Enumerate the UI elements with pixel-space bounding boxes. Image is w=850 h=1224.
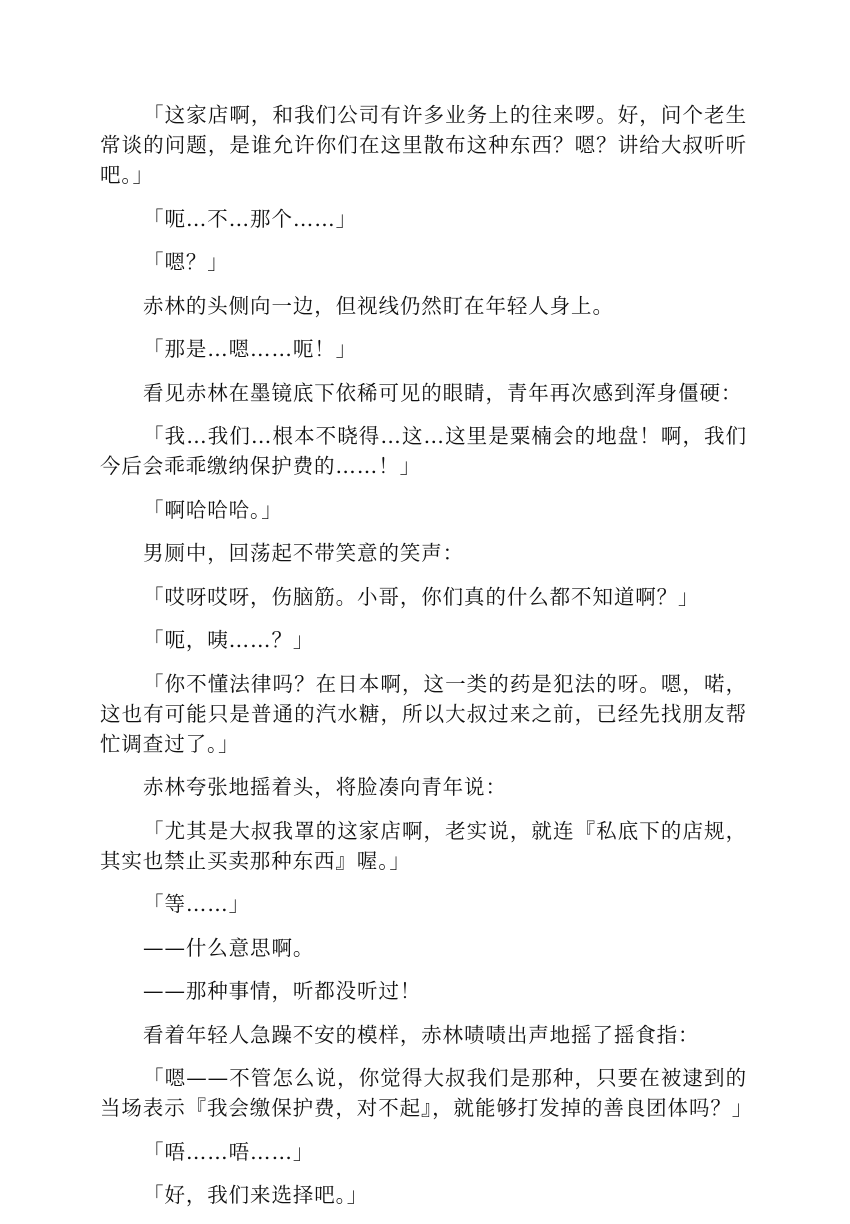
paragraph: 「呃，咦……？」 (143, 628, 315, 652)
paragraph: 「好，我们来选择吧。」 (143, 1183, 369, 1207)
paragraph: 赤林的头侧向一边，但视线仍然盯在年轻人身上。 (143, 293, 614, 318)
paragraph: 「我…我们…根本不晓得…这…这里是粟楠会的地盘！啊，我们今后会乖乖缴纳保护费的……！」 (100, 424, 747, 478)
paragraph: 「等……」 (143, 892, 251, 916)
paragraph: 「啊哈哈哈。」 (143, 497, 283, 522)
paragraph: 「哎呀哎呀，伤脑筋。小哥，你们真的什么都不知道啊？」 (143, 584, 700, 609)
paragraph: ——什么意思啊。 (143, 935, 315, 960)
paragraph: 「唔……唔……」 (143, 1139, 315, 1164)
document-page (100, 100, 754, 1224)
paragraph: 「这家店啊，和我们公司有许多业务上的往来啰。好，问个老生常谈的问题，是谁允许你们在这里散布这种东西？嗯？讲给大叔听听吧。」 (100, 103, 747, 187)
paragraph: 「你不懂法律吗？在日本啊，这一类的药是犯法的呀。嗯，喏，这也有可能只是普通的汽水糖，所以大叔过来之前，已经先找朋友帮忙调查过了。」 (100, 671, 747, 756)
paragraph: 「嗯——不管怎么说，你觉得大叔我们是那种，只要在被逮到的当场表示『我会缴保护费，对不起』，就能够打发掉的善良团体吗？」 (100, 1066, 754, 1120)
paragraph: 「尤其是大叔我罩的这家店啊，老实说，就连『私底下的店规，其实也禁止买卖那种东西』喔。」 (100, 818, 747, 873)
paragraph: 「嗯？」 (143, 250, 229, 274)
paragraph: 「呃…不…那个……」 (143, 206, 358, 231)
paragraph: 「那是…嗯……呃！」 (143, 337, 358, 361)
paragraph: 看着年轻人急躁不安的模样，赤林啧啧出声地摇了摇食指： (143, 1022, 700, 1047)
paragraph: 男厕中，回荡起不带笑意的笑声： (143, 541, 465, 565)
paragraph: ——那种事情，听都没听过！ (143, 979, 422, 1003)
paragraph: 看见赤林在墨镜底下依稀可见的眼睛，青年再次感到浑身僵硬： (143, 380, 743, 405)
paragraph: 赤林夸张地摇着头，将脸凑向青年说： (143, 775, 507, 799)
